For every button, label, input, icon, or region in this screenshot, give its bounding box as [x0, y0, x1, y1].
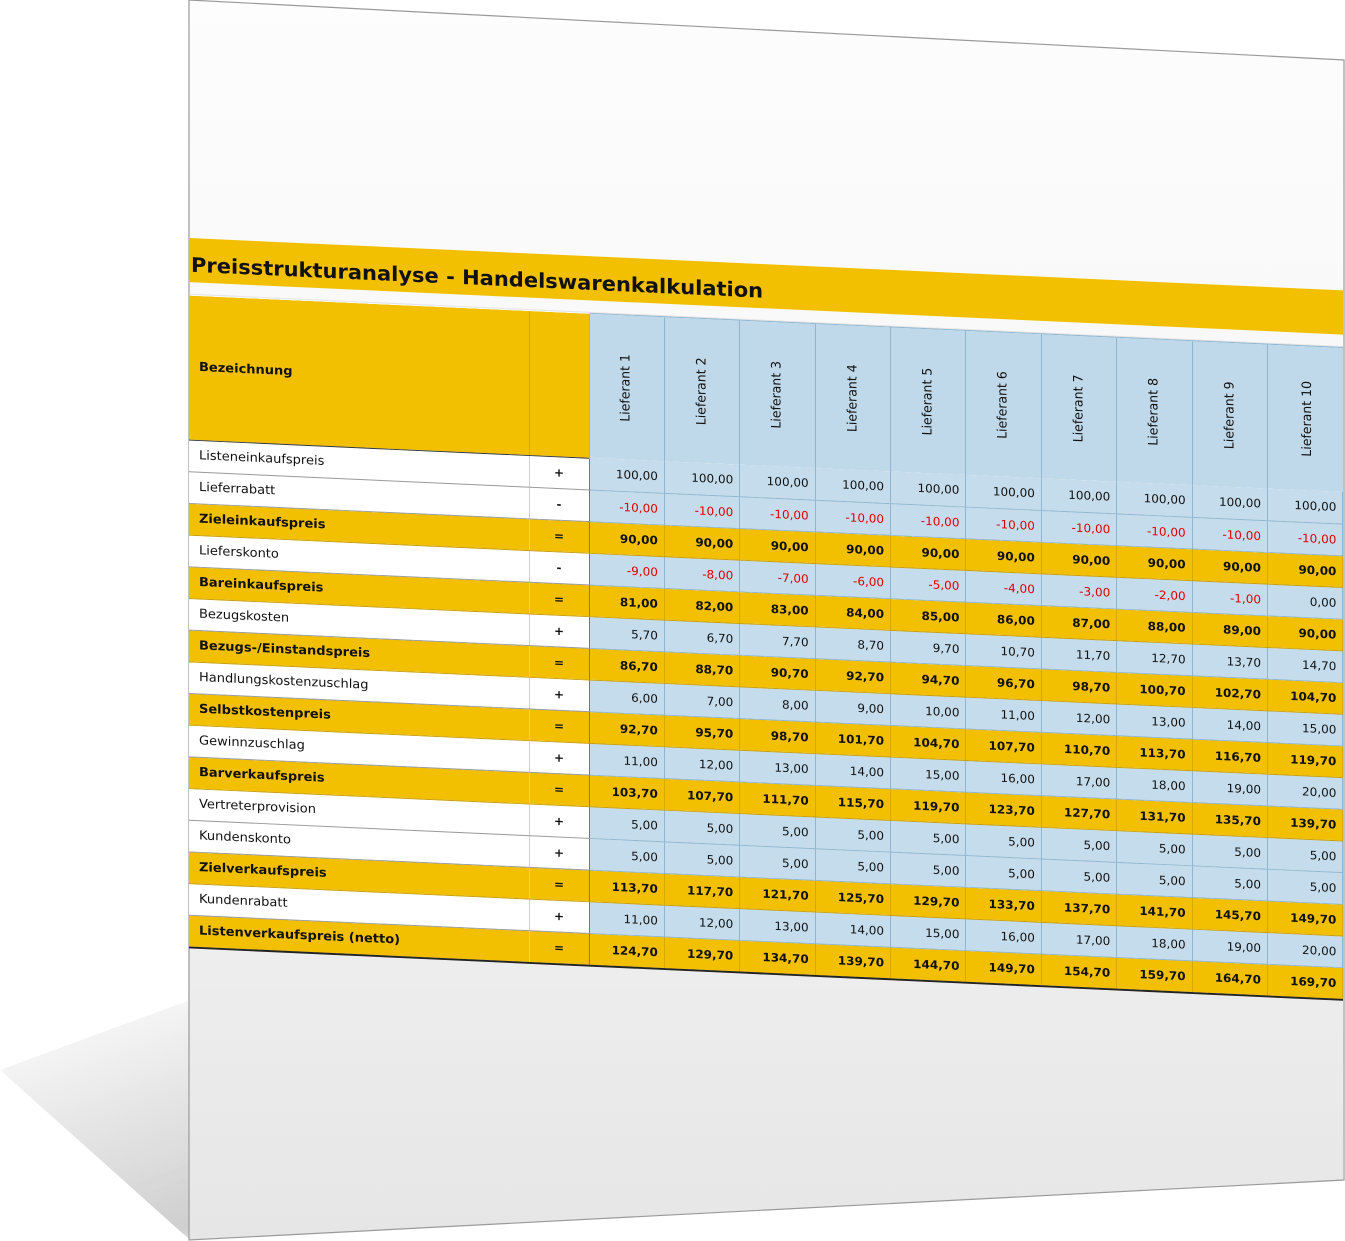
value-cell[interactable]: 5,00	[1192, 834, 1267, 869]
value-cell[interactable]: 20,00	[1268, 932, 1343, 967]
value-cell[interactable]: 5,00	[966, 855, 1041, 890]
value-cell[interactable]: 100,70	[1117, 672, 1192, 707]
row-label: Bareinkaufspreis	[189, 566, 529, 613]
supplier-name: Lieferant 2	[694, 356, 710, 426]
value-cell[interactable]: 86,00	[966, 602, 1041, 637]
value-cell[interactable]: 127,70	[1041, 795, 1116, 830]
supplier-header-3[interactable]	[740, 320, 815, 468]
row-label: Bezugskosten	[189, 598, 529, 645]
supplier-name: Lieferant 6	[996, 370, 1012, 439]
value-cell[interactable]: 5,00	[1268, 837, 1343, 872]
supplier-name: Lieferant 1	[619, 353, 635, 422]
row-operator: +	[529, 804, 589, 838]
value-cell[interactable]: 88,70	[664, 651, 739, 686]
value-cell[interactable]: 100,00	[589, 458, 664, 493]
value-cell[interactable]: -10,00	[815, 500, 890, 535]
row-label: Kundenskonto	[189, 820, 529, 867]
value-cell[interactable]: 5,00	[966, 823, 1041, 858]
value-cell[interactable]: 90,70	[740, 655, 815, 690]
value-cell[interactable]: 141,70	[1117, 894, 1192, 929]
value-cell[interactable]: 103,70	[589, 775, 664, 810]
value-cell[interactable]: -10,00	[1117, 513, 1192, 548]
value-cell[interactable]: 110,70	[1041, 732, 1116, 767]
value-cell[interactable]: 100,00	[1192, 485, 1267, 520]
value-cell[interactable]: 102,70	[1192, 675, 1267, 710]
value-cell[interactable]: -10,00	[740, 496, 815, 531]
value-cell[interactable]: 107,70	[966, 728, 1041, 763]
value-cell[interactable]: 16,00	[966, 918, 1041, 953]
value-cell[interactable]: 12,00	[664, 746, 739, 781]
value-cell[interactable]: 115,70	[815, 785, 890, 820]
value-cell[interactable]: 131,70	[1117, 799, 1192, 834]
row-operator: -	[529, 487, 589, 521]
value-cell[interactable]: 100,00	[740, 465, 815, 500]
value-cell[interactable]: 8,00	[740, 686, 815, 721]
value-cell[interactable]: 100,00	[664, 461, 739, 496]
row-operator: +	[529, 613, 589, 647]
value-cell[interactable]: -8,00	[664, 556, 739, 591]
spreadsheet-content	[189, 238, 1343, 1000]
value-cell[interactable]: -1,00	[1192, 580, 1267, 615]
supplier-name: Lieferant 8	[1146, 377, 1162, 446]
value-cell[interactable]: 12,00	[1041, 700, 1116, 735]
value-cell[interactable]: 113,70	[1117, 735, 1192, 770]
value-cell[interactable]: -2,00	[1117, 577, 1192, 612]
row-label: Kundenrabatt	[189, 883, 529, 930]
row-operator: +	[529, 835, 589, 869]
value-cell[interactable]: 10,70	[966, 633, 1041, 668]
value-cell[interactable]: 90,00	[966, 538, 1041, 573]
value-cell[interactable]: 104,70	[1268, 679, 1343, 714]
value-cell[interactable]: 104,70	[891, 725, 966, 760]
value-cell[interactable]: 17,00	[1041, 763, 1116, 798]
row-operator: -	[529, 550, 589, 584]
value-cell[interactable]: 92,70	[589, 711, 664, 746]
value-cell[interactable]: 90,00	[891, 535, 966, 570]
value-cell[interactable]: 98,70	[1041, 668, 1116, 703]
value-cell[interactable]: -10,00	[589, 489, 664, 524]
value-cell[interactable]: 123,70	[966, 792, 1041, 827]
row-operator: =	[529, 708, 589, 742]
value-cell[interactable]: 84,00	[815, 595, 890, 630]
value-cell[interactable]: 101,70	[815, 721, 890, 756]
value-cell[interactable]: 145,70	[1192, 897, 1267, 932]
value-cell[interactable]: 5,00	[815, 817, 890, 852]
supplier-header-7[interactable]	[1041, 334, 1116, 482]
supplier-name: Lieferant 5	[920, 366, 936, 436]
bezeichnung-header: Bezeichnung	[189, 295, 529, 455]
value-cell[interactable]: 0,00	[1268, 584, 1343, 619]
value-cell[interactable]: 86,70	[589, 648, 664, 683]
value-cell[interactable]: 11,00	[589, 743, 664, 778]
row-label: Selbstkostenpreis	[189, 693, 529, 740]
value-cell[interactable]: 12,70	[1117, 640, 1192, 675]
value-cell[interactable]: -4,00	[966, 570, 1041, 605]
value-cell[interactable]: -10,00	[1041, 510, 1116, 545]
value-cell[interactable]: 133,70	[966, 887, 1041, 922]
value-cell[interactable]: 15,00	[1268, 710, 1343, 745]
value-cell[interactable]: 134,70	[740, 940, 815, 976]
value-cell[interactable]: 90,00	[1041, 542, 1116, 577]
row-label: Lieferrabatt	[189, 471, 529, 518]
page-title: Preisstrukturanalyse - Handelswarenkalkulation	[191, 253, 764, 303]
row-operator: =	[529, 930, 589, 965]
value-cell[interactable]: 10,00	[891, 693, 966, 728]
value-cell[interactable]: 6,70	[664, 620, 739, 655]
value-cell[interactable]: 119,70	[891, 788, 966, 823]
value-cell[interactable]: 83,00	[740, 591, 815, 626]
value-cell[interactable]: 14,00	[1192, 707, 1267, 742]
value-cell[interactable]: 129,70	[664, 936, 739, 972]
value-cell[interactable]: 116,70	[1192, 739, 1267, 774]
value-cell[interactable]: 90,00	[1117, 545, 1192, 580]
value-cell[interactable]: 117,70	[664, 873, 739, 908]
supplier-header-4[interactable]	[815, 324, 890, 472]
value-cell[interactable]: 5,00	[589, 806, 664, 841]
value-cell[interactable]: 14,00	[815, 753, 890, 788]
row-operator: =	[529, 518, 589, 552]
value-cell[interactable]: 7,70	[740, 623, 815, 658]
row-operator: =	[529, 582, 589, 616]
value-cell[interactable]: 121,70	[740, 876, 815, 911]
value-cell[interactable]: 5,00	[664, 810, 739, 845]
price-table	[189, 295, 1343, 1001]
supplier-name: Lieferant 7	[1071, 373, 1087, 443]
value-cell[interactable]: 17,00	[1041, 922, 1116, 957]
row-operator: =	[529, 645, 589, 679]
value-cell[interactable]: 159,70	[1117, 957, 1192, 993]
row-label: Listenverkaufspreis (netto)	[189, 915, 529, 963]
supplier-header-1[interactable]	[589, 313, 664, 461]
value-cell[interactable]: 100,00	[1117, 482, 1192, 517]
value-cell[interactable]: 98,70	[740, 718, 815, 753]
supplier-name: Lieferant 3	[769, 360, 785, 429]
value-cell[interactable]: 12,00	[664, 905, 739, 940]
value-cell[interactable]: 8,70	[815, 626, 890, 661]
value-cell[interactable]: 5,00	[891, 852, 966, 887]
value-cell[interactable]: 90,00	[1268, 615, 1343, 650]
value-cell[interactable]: 15,00	[891, 915, 966, 950]
value-cell[interactable]: 135,70	[1192, 802, 1267, 837]
value-cell[interactable]: 94,70	[891, 662, 966, 697]
value-cell[interactable]: 20,00	[1268, 774, 1343, 809]
value-cell[interactable]: 81,00	[589, 584, 664, 619]
value-cell[interactable]: -10,00	[891, 503, 966, 538]
value-cell[interactable]: 13,00	[740, 908, 815, 943]
value-cell[interactable]: 124,70	[589, 933, 664, 969]
value-cell[interactable]: 100,00	[1041, 478, 1116, 513]
value-cell[interactable]: 9,70	[891, 630, 966, 665]
row-label: Listeneinkaufspreis	[189, 440, 529, 487]
value-cell[interactable]: 5,00	[1041, 827, 1116, 862]
value-cell[interactable]: -10,00	[966, 507, 1041, 542]
value-cell[interactable]: 144,70	[891, 947, 966, 983]
value-cell[interactable]: 100,00	[1268, 489, 1343, 524]
value-cell[interactable]: 100,00	[815, 468, 890, 503]
value-cell[interactable]: 11,00	[589, 901, 664, 936]
value-cell[interactable]: 5,70	[589, 616, 664, 651]
value-cell[interactable]: -9,00	[589, 553, 664, 588]
value-cell[interactable]: 149,70	[966, 950, 1041, 986]
value-cell[interactable]: 14,00	[815, 912, 890, 947]
value-cell[interactable]: 95,70	[664, 715, 739, 750]
value-cell[interactable]: -6,00	[815, 563, 890, 598]
value-cell[interactable]: 149,70	[1268, 900, 1343, 935]
value-cell[interactable]: 90,00	[589, 521, 664, 556]
value-cell[interactable]: 111,70	[740, 781, 815, 816]
row-operator: +	[529, 899, 589, 933]
operator-header	[529, 311, 589, 458]
value-cell[interactable]: 13,00	[1117, 703, 1192, 738]
value-cell[interactable]: 13,00	[740, 750, 815, 785]
supplier-name: Lieferant 10	[1299, 380, 1315, 457]
value-cell[interactable]: 139,70	[1268, 805, 1343, 840]
value-cell[interactable]: 164,70	[1192, 960, 1267, 996]
value-cell[interactable]: 5,00	[740, 813, 815, 848]
supplier-header-10[interactable]	[1268, 344, 1343, 492]
value-cell[interactable]: 96,70	[966, 665, 1041, 700]
value-cell[interactable]: 139,70	[815, 943, 890, 979]
value-cell[interactable]: 11,00	[966, 697, 1041, 732]
value-cell[interactable]: 5,00	[891, 820, 966, 855]
value-cell[interactable]: 137,70	[1041, 890, 1116, 925]
value-cell[interactable]: 5,00	[815, 848, 890, 883]
value-cell[interactable]: 5,00	[1192, 865, 1267, 900]
value-cell[interactable]: 90,00	[1192, 549, 1267, 584]
value-cell[interactable]: 125,70	[815, 880, 890, 915]
value-cell[interactable]: 88,00	[1117, 608, 1192, 643]
value-cell[interactable]: 90,00	[740, 528, 815, 563]
value-cell[interactable]: 15,00	[891, 757, 966, 792]
value-cell[interactable]: 16,00	[966, 760, 1041, 795]
value-cell[interactable]: 154,70	[1041, 954, 1116, 990]
supplier-header-6[interactable]	[966, 330, 1041, 478]
value-cell[interactable]: 5,00	[740, 845, 815, 880]
row-label: Lieferskonto	[189, 535, 529, 582]
value-cell[interactable]: 18,00	[1117, 925, 1192, 960]
row-label: Gewinnzuschlag	[189, 725, 529, 772]
value-cell[interactable]: 5,00	[664, 841, 739, 876]
row-label: Barverkaufspreis	[189, 756, 529, 803]
value-cell[interactable]: 19,00	[1192, 770, 1267, 805]
value-cell[interactable]: 89,00	[1192, 612, 1267, 647]
value-cell[interactable]: 100,00	[966, 475, 1041, 510]
value-cell[interactable]: -7,00	[740, 560, 815, 595]
value-cell[interactable]: 19,00	[1192, 929, 1267, 964]
supplier-name: Lieferant 4	[845, 363, 861, 432]
value-cell[interactable]: 7,00	[664, 683, 739, 718]
value-cell[interactable]: 5,00	[1117, 830, 1192, 865]
value-cell[interactable]: 90,00	[664, 525, 739, 560]
value-cell[interactable]: -10,00	[664, 493, 739, 528]
value-cell[interactable]: 92,70	[815, 658, 890, 693]
row-operator: +	[529, 740, 589, 774]
value-cell[interactable]: 82,00	[664, 588, 739, 623]
row-label: Zielverkaufspreis	[189, 851, 529, 898]
value-cell[interactable]: -10,00	[1268, 520, 1343, 555]
row-label: Vertreterprovision	[189, 788, 529, 835]
value-cell[interactable]: -10,00	[1192, 517, 1267, 552]
value-cell[interactable]: 119,70	[1268, 742, 1343, 777]
row-label: Zieleinkaufspreis	[189, 503, 529, 550]
row-operator: =	[529, 772, 589, 806]
value-cell[interactable]: 13,70	[1192, 644, 1267, 679]
supplier-header-9[interactable]	[1192, 341, 1267, 489]
value-cell[interactable]: 90,00	[815, 531, 890, 566]
value-cell[interactable]: -5,00	[891, 566, 966, 601]
value-cell[interactable]: 6,00	[589, 680, 664, 715]
value-cell[interactable]: -3,00	[1041, 573, 1116, 608]
row-operator: +	[529, 677, 589, 711]
value-cell[interactable]: 5,00	[589, 838, 664, 873]
value-cell[interactable]: 11,70	[1041, 637, 1116, 672]
value-cell[interactable]: 100,00	[891, 471, 966, 506]
value-cell[interactable]: 85,00	[891, 598, 966, 633]
supplier-header-2[interactable]	[664, 317, 739, 465]
row-operator: +	[529, 455, 589, 489]
value-cell[interactable]: 18,00	[1117, 767, 1192, 802]
supplier-header-8[interactable]	[1117, 337, 1192, 485]
value-cell[interactable]: 5,00	[1041, 858, 1116, 893]
row-label: Bezugs-/Einstandspreis	[189, 630, 529, 677]
value-cell[interactable]: 5,00	[1268, 869, 1343, 904]
value-cell[interactable]: 9,00	[815, 690, 890, 725]
value-cell[interactable]: 113,70	[589, 870, 664, 905]
value-cell[interactable]: 87,00	[1041, 605, 1116, 640]
value-cell[interactable]: 129,70	[891, 883, 966, 918]
supplier-header-5[interactable]	[891, 327, 966, 475]
row-label: Handlungskostenzuschlag	[189, 661, 529, 708]
value-cell[interactable]: 5,00	[1117, 862, 1192, 897]
value-cell[interactable]: 169,70	[1268, 964, 1343, 1000]
value-cell[interactable]: 14,70	[1268, 647, 1343, 682]
row-operator: =	[529, 867, 589, 901]
value-cell[interactable]: 90,00	[1268, 552, 1343, 587]
supplier-name: Lieferant 9	[1222, 380, 1238, 450]
value-cell[interactable]: 107,70	[664, 778, 739, 813]
